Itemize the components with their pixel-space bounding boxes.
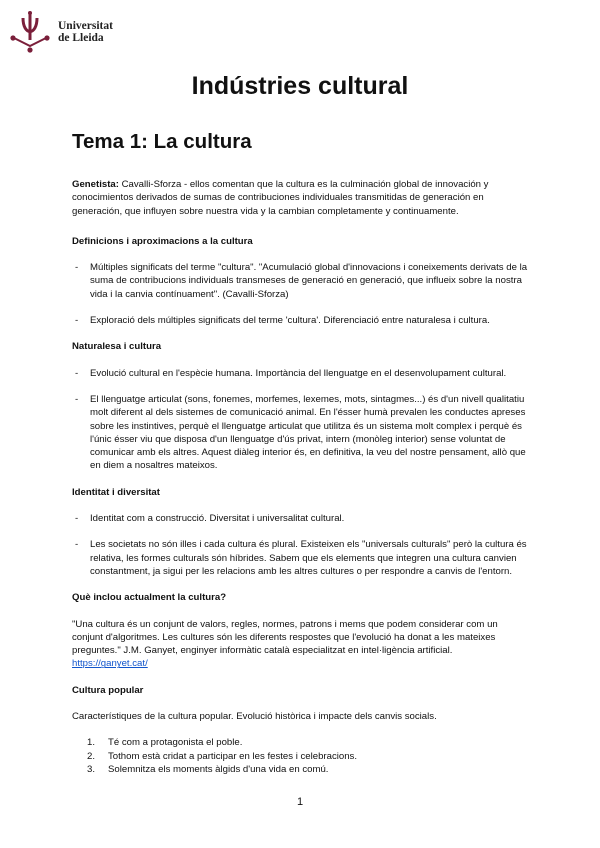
section-heading-question: Què inclou actualment la cultura? <box>72 592 227 604</box>
section-heading-popular: Cultura popular <box>72 684 144 696</box>
section-heading-identity: Identitat i diversitat <box>72 486 160 498</box>
bullet-icon: - <box>75 393 79 405</box>
document-content <box>72 178 528 776</box>
bullet-icon: - <box>75 539 79 551</box>
nature-list <box>72 367 528 473</box>
popular-list <box>72 736 528 776</box>
list-item <box>72 393 528 473</box>
item-text: Té com a protagonista el poble. <box>108 737 243 749</box>
item-text: Tothom està cridat a participar en les festes i celebracions. <box>108 750 358 762</box>
list-item-text: Exploració dels múltiples significats del terme 'cultura'. Diferenciació entre naturalesa i cultura. <box>90 315 490 327</box>
bullet-icon: - <box>75 315 79 327</box>
section-heading-nature: Naturalesa i cultura <box>72 341 162 353</box>
list-item <box>72 512 528 525</box>
ganyet-link[interactable]: https://ganyet.cat/ <box>72 658 148 670</box>
list-item-text: Evolució cultural en l'espècie humana. Importància del llenguatge en el desenvolupament cultural. <box>90 367 507 379</box>
university-crest-icon <box>8 10 52 54</box>
university-name-line1: Universitat <box>58 19 113 32</box>
identity-list <box>72 512 528 578</box>
item-number: 1. <box>87 737 96 749</box>
list-item-text: Identitat com a construcció. Diversitat i universalitat cultural. <box>90 513 345 525</box>
item-number: 2. <box>87 750 96 762</box>
list-item <box>72 314 528 327</box>
quote-text: "Una cultura és un conjunt de valors, regles, normes, patrons i mems que podem considerar com un conjunt d'algoritmes. Les cultures són les diferents respostes que l'evolució ha donat a les mateixes preguntes." J.M. Ganyet, enginyer informàtic català especialitzat en intel·ligència artificial. <box>72 618 498 657</box>
numbered-item <box>72 763 528 776</box>
page-number: 1 <box>296 796 304 808</box>
university-name-line2: de Lleida <box>58 32 104 44</box>
university-logo <box>8 10 113 54</box>
topic-heading: Tema 1: La cultura <box>72 130 252 153</box>
intro-text: Cavalli-Sforza - ellos comentan que la cultura es la culminación global de innovación y conocimientos derivados de sumas de contribuciones individuales transmitidas de generación en generación, que influyen sobre nuestra vida y la cambian completamente y continuamente. <box>72 179 489 217</box>
bullet-icon: - <box>75 367 79 379</box>
quote-paragraph <box>72 618 528 671</box>
item-text: Solemnitza els moments àlgids d'una vida en comú. <box>108 763 329 775</box>
intro-paragraph <box>72 178 528 218</box>
list-item-text: Les societats no són illes i cada cultura és plural. Existeixen els "universals culturals" però la cultura és relativa, les formes culturals són híbrides. Sabem que els elements que integren una cultura canvien constantment, ja sigui per les relacions amb les altres cultures o per respondre a canvis de l'entorn. <box>90 539 527 577</box>
definitions-list <box>72 261 528 327</box>
document-title: Indústries cultural <box>191 72 409 100</box>
list-item <box>72 538 528 578</box>
numbered-item <box>72 750 528 763</box>
section-heading-definitions: Definicions i aproximacions a la cultura <box>72 235 253 247</box>
intro-label: Genetista: <box>72 179 119 190</box>
bullet-icon: - <box>75 262 79 274</box>
numbered-item <box>72 736 528 749</box>
university-name <box>58 20 113 45</box>
list-item-text: El llenguatge articulat (sons, fonemes, morfemes, lexemes, mots, sintagmes...) és d'un nivell qualitatiu molt diferent al dels sistemes de comunicació animal. En l'ésser humà prevalen les conductes apreses sobre les instintives, perquè el llenguatge articulat que utilitza és un sistema molt complex i perquè és l'únic ésser viu que disposa d'un llenguatge d'ús privat, intern (monòleg interior) sense voluntat de comunicar amb els altres. Aquest diàleg interior és, en definitiva, la veu del nostre pensament, allò que en diem a nosaltres mateixos. <box>90 393 526 472</box>
item-number: 3. <box>87 763 96 775</box>
bullet-icon: - <box>75 513 79 525</box>
list-item <box>72 261 528 301</box>
list-item <box>72 367 528 380</box>
list-item-text: Múltiples significats del terme "cultura". "Acumulació global d'innovacions i coneixements derivats de la suma de contribucions individuals transmeses de generació en generació, que influeix sobre la nostra vida i la canvia contínuament". (Cavalli-Sforza) <box>90 262 528 300</box>
popular-intro: Característiques de la cultura popular. Evolució històrica i impacte dels canvis socials. <box>72 711 437 723</box>
